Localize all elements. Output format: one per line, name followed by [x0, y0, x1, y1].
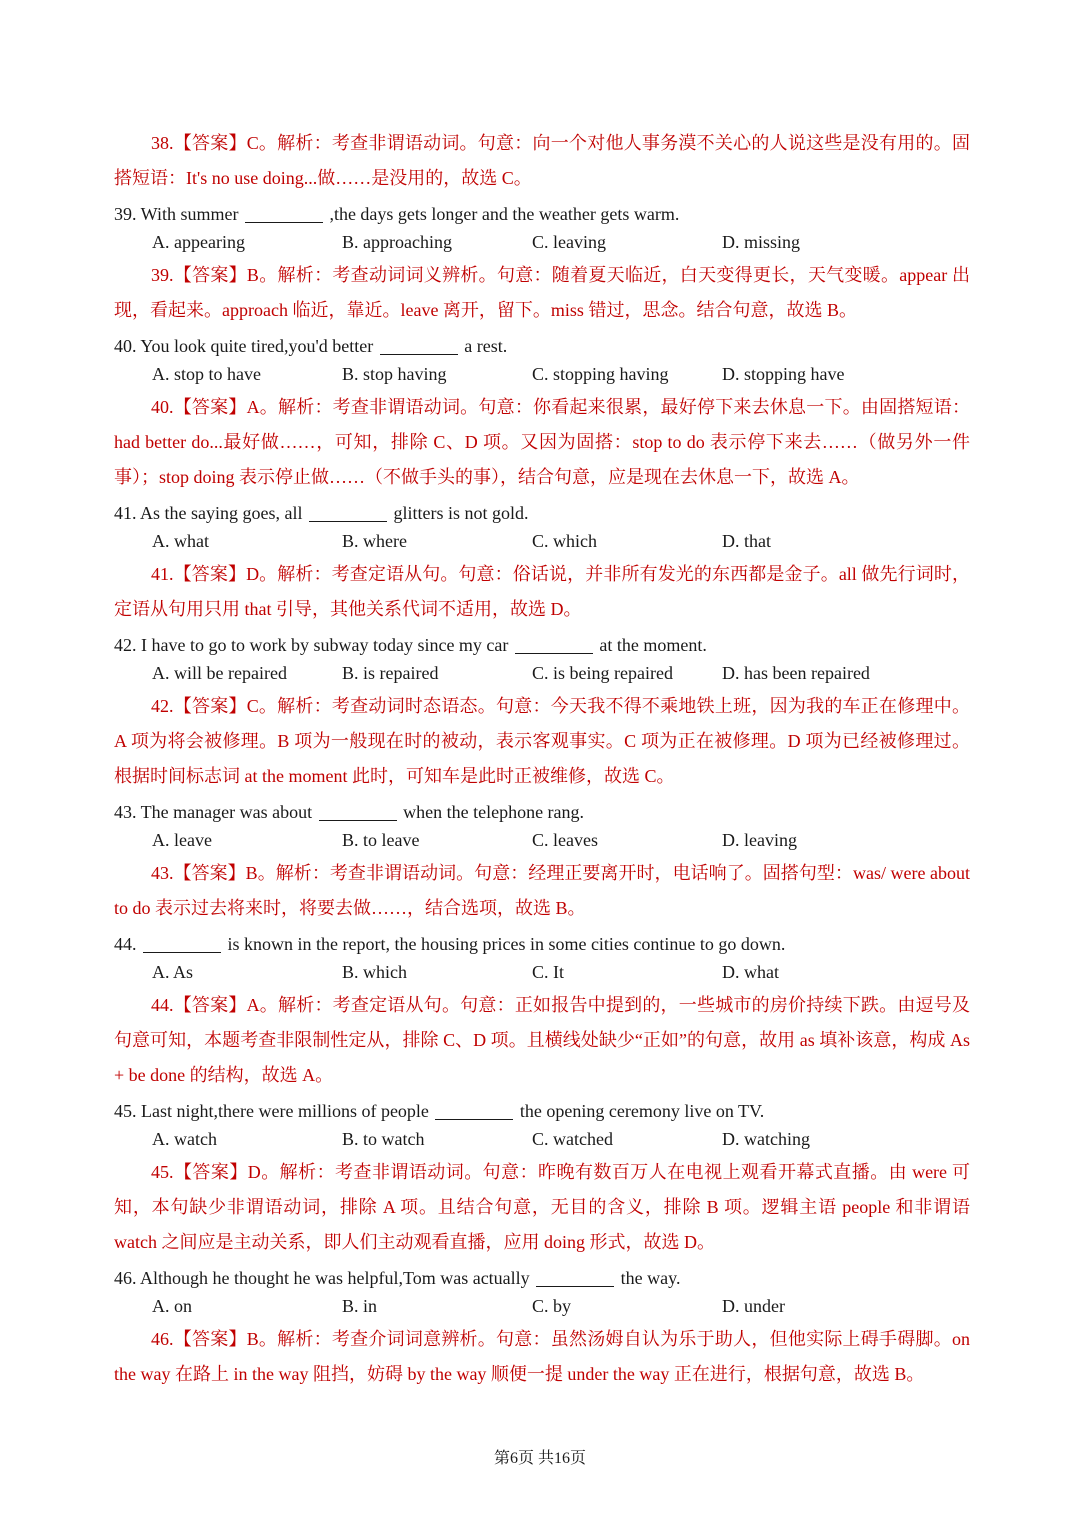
option-b: B. stop having	[342, 364, 447, 384]
option-a: A. on	[152, 1296, 192, 1316]
question-43	[114, 798, 970, 926]
blank	[380, 336, 458, 355]
answer-39: 39.【答案】B。解析：考查动词词义辨析。句意：随着夏天临近，白天变得更长，天气变暖。appear 出现，看起来。approach 临近，靠近。leave 离开，留下。miss 错过，思念。结合句意，故选 B。	[114, 265, 970, 320]
option-b: B. is repaired	[342, 663, 439, 683]
option-a: A. what	[152, 531, 209, 551]
question-stem: 46. Although he thought he was helpful,Tom was actually the way.	[114, 1268, 681, 1288]
option-c: C. is being repaired	[532, 663, 673, 683]
option-c: C. by	[532, 1296, 572, 1316]
page-number: 第6页 共16页	[493, 1450, 586, 1467]
option-c: C. which	[532, 531, 597, 551]
question-stem: 42. I have to go to work by subway today since my car at the moment.	[114, 635, 707, 655]
answer-40: 40.【答案】A。解析：考查非谓语动词。句意：你看起来很累，最好停下来去休息一下。由固搭短语：had better do...最好做……，可知，排除 C、D 项。又因为固搭：stop to do 表示停下来去……（做另外一件事）；stop doing 表示停止做……（不做手头的事），结合句意，应是现在去休息一下，故选 A。	[114, 397, 970, 487]
answer-42: 42.【答案】C。解析：考查动词时态语态。句意：今天我不得不乘地铁上班，因为我的车正在修理中。A 项为将会被修理。B 项为一般现在时的被动，表示客观事实。C 项为正在被修理。D 项为已经被修理过。根据时间标志词 at the moment 此时，可知车是此时正被维修，故选 C。	[114, 696, 970, 786]
answer-43: 43.【答案】B。解析：考查非谓语动词。句意：经理正要离开时，电话响了。固搭句型：was/ were about to do 表示过去将来时，将要去做……，结合选项，故选 B。	[114, 863, 970, 918]
option-b: B. in	[342, 1296, 378, 1316]
blank	[536, 1268, 614, 1287]
option-b: B. to watch	[342, 1129, 425, 1149]
answer-44: 44.【答案】A。解析：考查定语从句。句意：正如报告中提到的，一些城市的房价持续下跌。由逗号及句意可知，本题考查非限制性定从，排除 C、D 项。且横线处缺少“正如”的句意，故用 as 填补该意，构成 As + be done 的结构，故选 A。	[114, 995, 970, 1085]
option-a: A. appearing	[152, 232, 245, 252]
option-c: C. leaves	[532, 830, 598, 850]
options	[114, 1292, 970, 1320]
option-d: D. leaving	[722, 830, 797, 850]
blank	[435, 1101, 513, 1120]
option-d: D. what	[722, 962, 779, 982]
answer-41: 41.【答案】D。解析：考查定语从句。句意：俗话说，并非所有发光的东西都是金子。all 做先行词时，定语从句用只用 that 引导，其他关系代词不适用，故选 D。	[114, 564, 970, 619]
question-40	[114, 332, 970, 495]
option-d: D. has been repaired	[722, 663, 870, 683]
option-b: B. which	[342, 962, 407, 982]
option-d: D. stopping have	[722, 364, 845, 384]
blank	[309, 503, 387, 522]
question-stem: 44. is known in the report, the housing prices in some cities continue to go down.	[114, 934, 786, 954]
question-46	[114, 1264, 970, 1392]
option-c: C. It	[532, 962, 565, 982]
option-a: A. will be repaired	[152, 663, 287, 683]
options	[114, 1125, 970, 1153]
options	[114, 360, 970, 388]
document-body	[114, 126, 970, 1392]
question-stem: 43. The manager was about when the telephone rang.	[114, 802, 585, 822]
answer-46: 46.【答案】B。解析：考查介词词意辨析。句意：虽然汤姆自认为乐于助人，但他实际上碍手碍脚。on the way 在路上 in the way 阻挡，妨碍 by the way 顺便一提 under the way 正在进行，根据句意，故选 B。	[114, 1329, 970, 1384]
option-c: C. watched	[532, 1129, 613, 1149]
blank	[245, 204, 323, 223]
option-d: D. under	[722, 1296, 785, 1316]
option-c: C. leaving	[532, 232, 606, 252]
question-45	[114, 1097, 970, 1260]
question-stem: 40. You look quite tired,you'd better a rest.	[114, 336, 508, 356]
question-stem: 45. Last night,there were millions of people the opening ceremony live on TV.	[114, 1101, 765, 1121]
blank	[319, 802, 397, 821]
blank	[143, 934, 221, 953]
question-stem: 41. As the saying goes, all glitters is not gold.	[114, 503, 529, 523]
answer-45: 45.【答案】D。解析：考查非谓语动词。句意：昨晚有数百万人在电视上观看开幕式直播。由 were 可知，本句缺少非谓语动词，排除 A 项。且结合句意，无目的含义，排除 B 项。逻辑主语 people 和非谓语 watch 之间应是主动关系，即人们主动观看直播，应用 doing 形式，故选 D。	[114, 1162, 970, 1252]
option-d: D. missing	[722, 232, 801, 252]
option-b: B. where	[342, 531, 407, 551]
question-stem: 39. With summer ,the days gets longer and the weather gets warm.	[114, 204, 680, 224]
option-d: D. that	[722, 531, 771, 551]
option-b: B. approaching	[342, 232, 452, 252]
option-c: C. stopping having	[532, 364, 669, 384]
option-a: A. As	[152, 962, 194, 982]
option-a: A. leave	[152, 830, 212, 850]
option-b: B. to leave	[342, 830, 420, 850]
answer-38: 38.【答案】C。解析：考查非谓语动词。句意：向一个对他人事务漠不关心的人说这些是没有用的。固搭短语：It's no use doing...做……是没用的，故选 C。	[114, 133, 970, 188]
options	[114, 659, 970, 687]
options	[114, 228, 970, 256]
question-42	[114, 631, 970, 794]
option-d: D. watching	[722, 1129, 810, 1149]
option-a: A. stop to have	[152, 364, 261, 384]
options	[114, 527, 970, 555]
question-41	[114, 499, 970, 627]
question-39	[114, 200, 970, 328]
blank	[515, 635, 593, 654]
options	[114, 826, 970, 854]
options	[114, 958, 970, 986]
option-a: A. watch	[152, 1129, 217, 1149]
question-44	[114, 930, 970, 1093]
